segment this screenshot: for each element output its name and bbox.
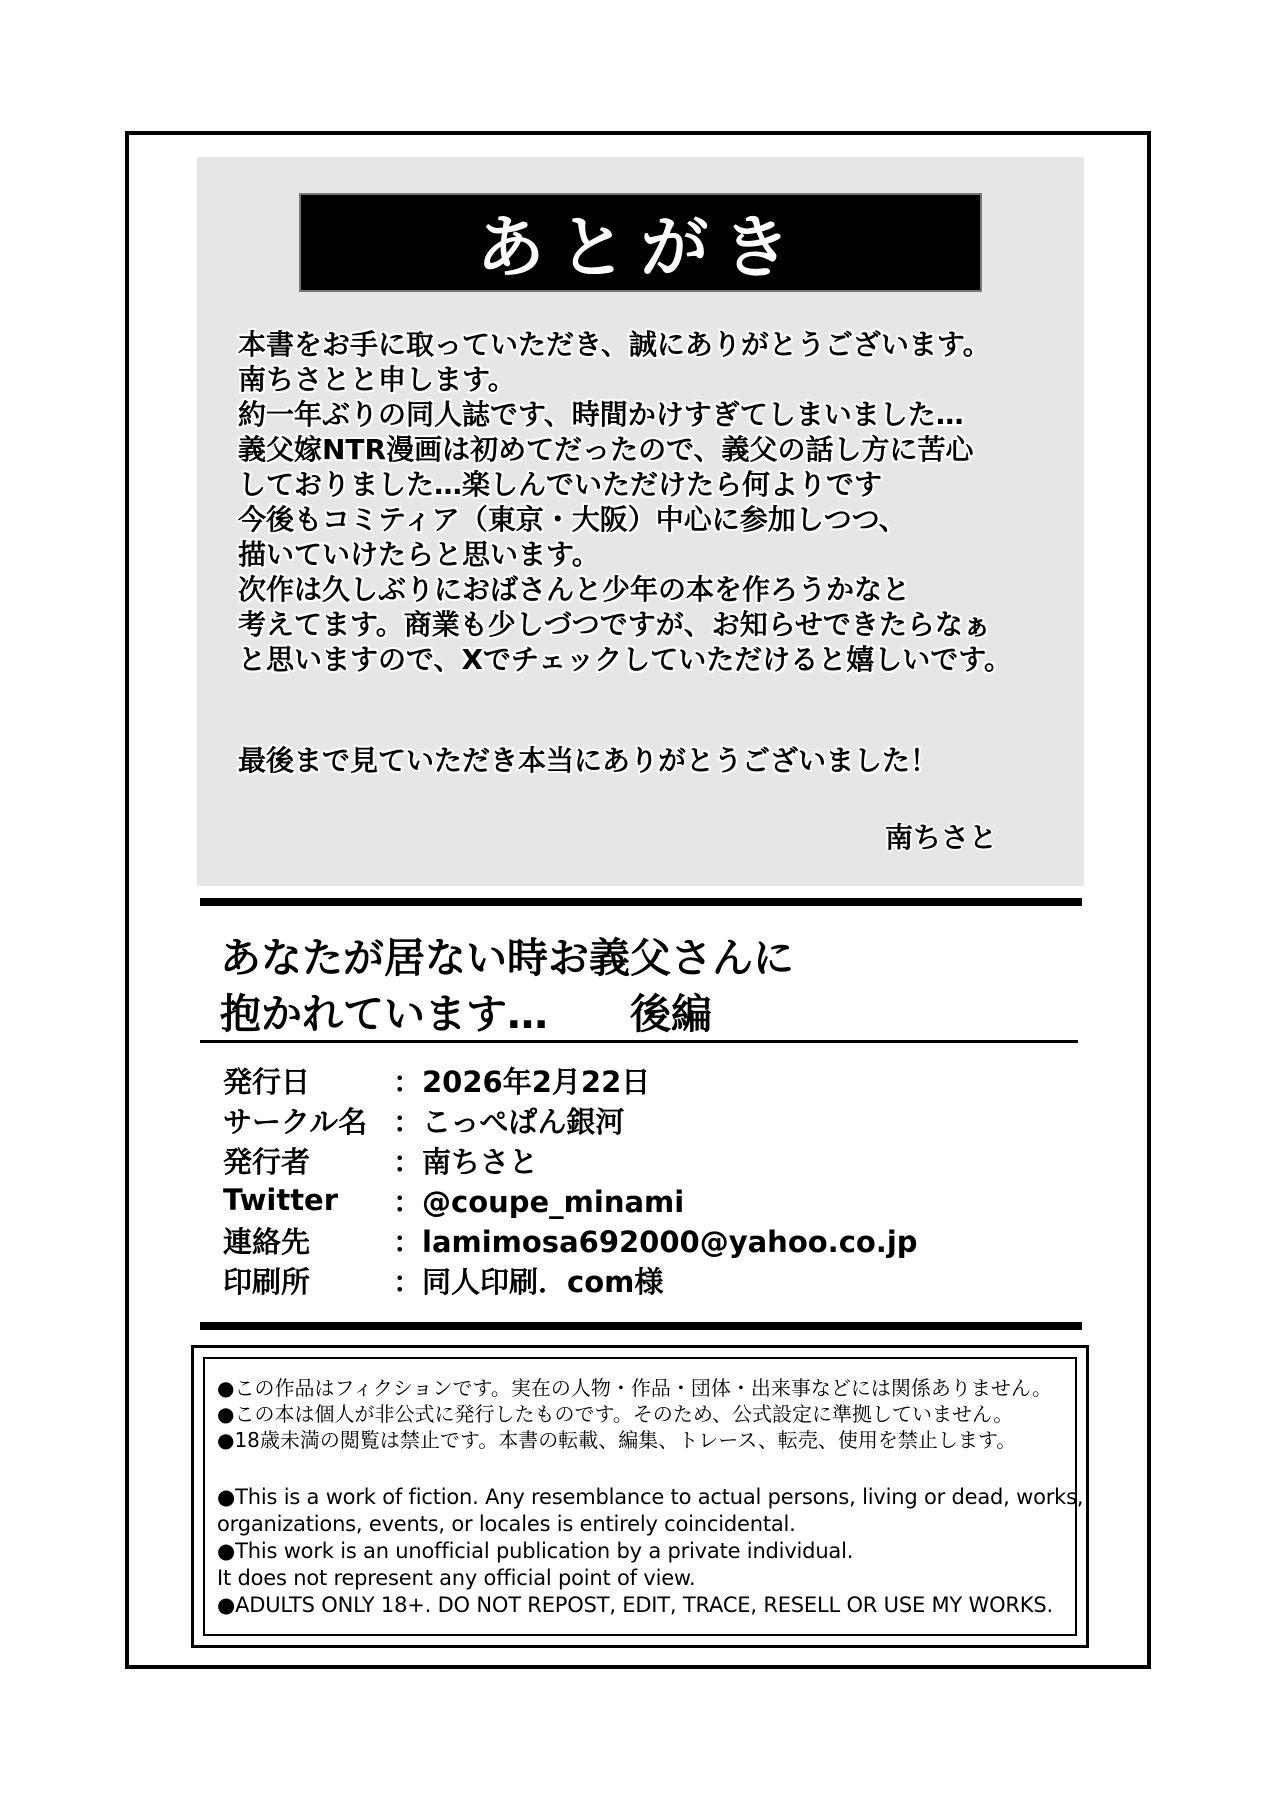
colophon-value: ：@coupe_minami — [393, 1184, 685, 1219]
colophon-label: サークル名 — [223, 1104, 368, 1139]
colophon-value: ：同人印刷．com様 — [393, 1264, 664, 1299]
afterword-line: 本書をお手に取っていただき、誠にありがとうございます。 — [238, 328, 991, 361]
afterword-closing: 最後まで見ていただき本当にありがとうございました！ — [238, 744, 939, 777]
book-title-line-1: あなたが居ない時お義父さんに — [220, 934, 794, 982]
afterword-line: 描いていけたらと思います。 — [238, 538, 600, 571]
colophon-label: 印刷所 — [223, 1264, 311, 1299]
afterword-line: しておりました…楽しんでいただけたら何よりです — [238, 468, 883, 501]
colophon-row — [223, 1180, 1073, 1220]
colophon-label: 発行日 — [223, 1064, 311, 1099]
colophon-value: ：南ちさと — [393, 1144, 539, 1179]
afterword-line: 今後もコミティア（東京・大阪）中心に参加しつつ、 — [238, 503, 907, 536]
afterword-signature: 南ちさと — [885, 821, 998, 854]
notice-line: ●18歳未満の閲覧は禁止です。本書の転載、編集、トレース、転売、使用を禁止します。 — [217, 1428, 1017, 1452]
notice-line: ●この作品はフィクションです。実在の人物・作品・団体・出来事などには関係ありません。 — [217, 1376, 1053, 1400]
afterword-banner — [299, 193, 982, 292]
colophon — [223, 1060, 1073, 1300]
book-title-suffix: 後編 — [630, 990, 712, 1038]
afterword-line: 南ちさとと申します。 — [238, 363, 516, 396]
afterword-title: あとがき — [476, 208, 805, 288]
colophon-row — [223, 1100, 1073, 1140]
afterword-line: 約一年ぶりの同人誌です、時間かけすぎてしまいました… — [238, 398, 964, 431]
divider-bottom — [200, 1322, 1082, 1330]
afterword-line: 義父嫁NTR漫画は初めてだったので、義父の話し方に苦心 — [238, 433, 974, 466]
colophon-row — [223, 1260, 1073, 1300]
colophon-value: ：こっぺぱん銀河 — [393, 1104, 625, 1139]
colophon-value: ：2026年2月22日 — [393, 1064, 651, 1099]
notice-line: organizations, events, or locales is entirely coincidental. — [217, 1512, 796, 1536]
afterword-line: 考えてます。商業も少しづつですが、お知らせできたらなぁ — [238, 608, 991, 641]
notice-line: ●This is a work of fiction. Any resemblance to actual persons, living or dead, works, — [217, 1485, 1084, 1509]
book-title-main: 抱かれています… — [220, 990, 548, 1038]
afterword-line: と思いますので、Xでチェックしていただけると嬉しいです。 — [238, 643, 1012, 676]
colophon-row — [223, 1140, 1073, 1180]
notice-line: It does not represent any official point of view. — [217, 1566, 696, 1590]
book-title — [220, 930, 1080, 1042]
colophon-value: ：lamimosa692000@yahoo.co.jp — [393, 1224, 918, 1259]
colophon-label: 連絡先 — [223, 1224, 311, 1259]
notice-english — [217, 1484, 1084, 1619]
divider-title — [200, 1040, 1078, 1043]
afterword-line: 次作は久しぶりにおばさんと少年の本を作ろうかなと — [238, 573, 911, 606]
book-title-line-2 — [220, 986, 1080, 1042]
colophon-row — [223, 1060, 1073, 1100]
afterword-body — [238, 327, 1078, 677]
notice-line: ●This work is an unofficial publication by a private individual. — [217, 1539, 854, 1563]
colophon-label: 発行者 — [223, 1144, 311, 1179]
colophon-row — [223, 1220, 1073, 1260]
notice-line: ●この本は個人が非公式に発行したものです。そのため、公式設定に準拠していません。 — [217, 1402, 1014, 1426]
colophon-label: Twitter — [223, 1183, 339, 1217]
notice-japanese — [217, 1375, 1067, 1453]
notice-line: ●ADULTS ONLY 18+. DO NOT REPOST, EDIT, TRACE, RESELL OR USE MY WORKS. — [217, 1593, 1053, 1617]
divider-top — [200, 898, 1082, 906]
